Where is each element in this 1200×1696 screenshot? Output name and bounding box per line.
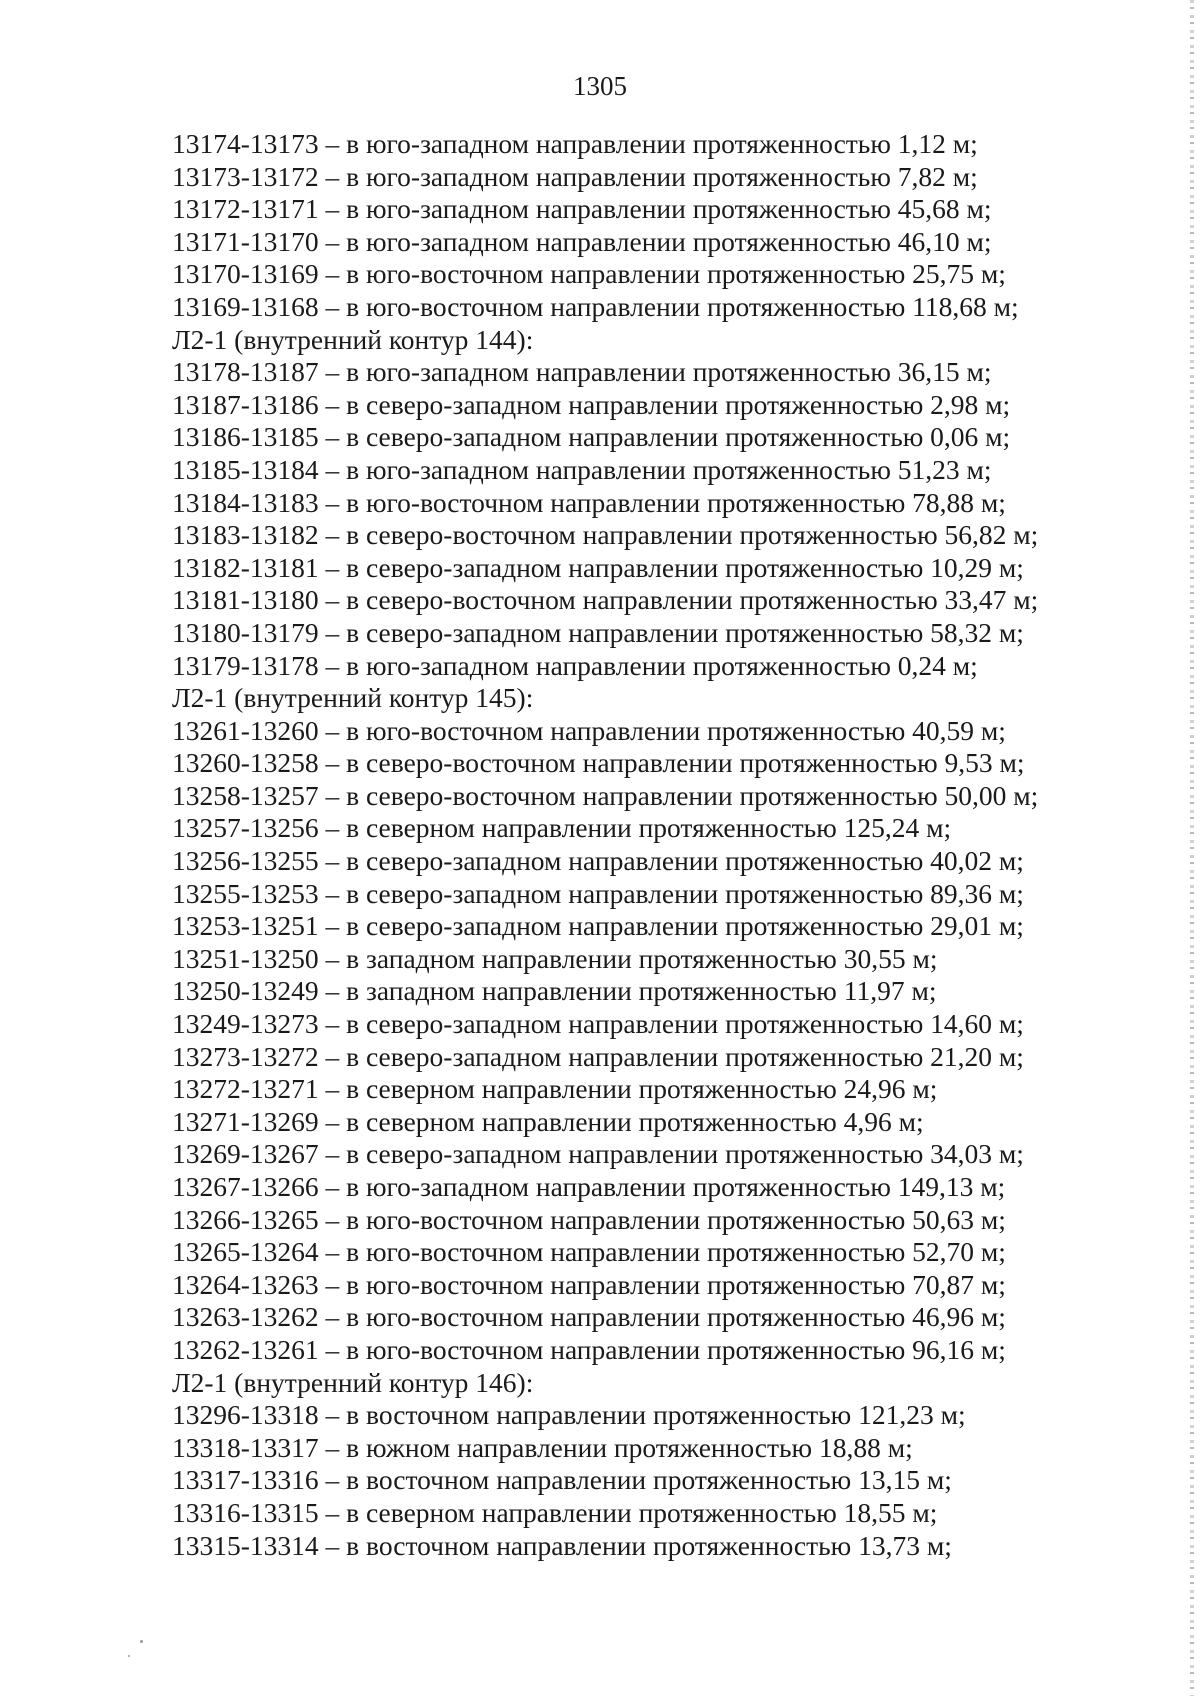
text-line: 13272-13271 – в северном направлении протяженностью 24,96 м; (172, 1073, 938, 1105)
text-line: 13185-13184 – в юго-западном направлении протяженностью 51,23 м; (172, 453, 992, 485)
text-line: 13269-13267 – в северо-западном направлении протяженностью 34,03 м; (172, 1138, 1024, 1170)
contour-heading: Л2-1 (внутренний контур 145): (172, 682, 534, 714)
text-line: 13315-13314 – в восточном направлении протяженностью 13,73 м; (172, 1529, 952, 1561)
text-line: 13181-13180 – в северо-восточном направлении протяженностью 33,47 м; (172, 584, 1039, 616)
text-line: 13262-13261 – в юго-восточном направлении протяженностью 96,16 м; (172, 1333, 1006, 1365)
text-line: 13250-13249 – в западном направлении протяженностью 11,97 м; (172, 975, 937, 1007)
text-line: 13249-13273 – в северо-западном направлении протяженностью 14,60 м; (172, 1008, 1024, 1040)
text-line: 13169-13168 – в юго-восточном направлении протяженностью 118,68 м; (172, 290, 1019, 322)
text-line: 13273-13272 – в северо-западном направлении протяженностью 21,20 м; (172, 1040, 1024, 1072)
text-line: 13253-13251 – в северо-западном направлении протяженностью 29,01 м; (172, 910, 1024, 942)
page-number: 1305 (573, 71, 627, 101)
text-line: 13261-13260 – в юго-восточном направлении протяженностью 40,59 м; (172, 714, 1006, 746)
text-line: 13251-13250 – в западном направлении протяженностью 30,55 м; (172, 942, 938, 974)
text-line: 13267-13266 – в юго-западном направлении протяженностью 149,13 м; (172, 1171, 1006, 1202)
text-line: 13174-13173 – в юго-западном направлении протяженностью 1,12 м; (172, 128, 978, 159)
contour-heading: Л2-1 (внутренний контур 144): (172, 323, 534, 355)
text-line: 13186-13185 – в северо-западном направлении протяженностью 0,06 м; (172, 421, 1011, 453)
text-line: 13258-13257 – в северо-восточном направлении протяженностью 50,00 м; (172, 779, 1039, 811)
text-line: 13263-13262 – в юго-восточном направлении протяженностью 46,96 м; (172, 1301, 1006, 1333)
text-line: 13256-13255 – в северо-западном направлении протяженностью 40,02 м; (172, 845, 1024, 877)
text-line: 13266-13265 – в юго-восточном направлении протяженностью 50,63 м; (172, 1203, 1006, 1235)
text-line: 13265-13264 – в юго-восточном направлении протяженностью 52,70 м; (172, 1236, 1006, 1268)
text-line: 13271-13269 – в северном направлении протяженностью 4,96 м; (172, 1105, 924, 1137)
scan-speck (128, 1655, 130, 1657)
text-line: 13255-13253 – в северо-западном направлении протяженностью 89,36 м; (172, 877, 1024, 909)
text-line: 13180-13179 – в северо-западном направлении протяженностью 58,32 м; (172, 616, 1024, 648)
text-line: 13317-13316 – в восточном направлении протяженностью 13,15 м; (172, 1464, 952, 1496)
contour-heading: Л2-1 (внутренний контур 146): (172, 1366, 534, 1398)
text-line: 13264-13263 – в юго-восточном направлении протяженностью 70,87 м; (172, 1268, 1006, 1300)
text-line: 13184-13183 – в юго-восточном направлении протяженностью 78,88 м; (172, 486, 1006, 518)
text-line: 13183-13182 – в северо-восточном направлении протяженностью 56,82 м; (172, 519, 1039, 551)
text-line: 13260-13258 – в северо-восточном направлении протяженностью 9,53 м; (172, 747, 1025, 779)
boundary-description (172, 128, 1102, 1562)
scan-speck (140, 1640, 143, 1643)
text-line: 13257-13256 – в северном направлении протяженностью 125,24 м; (172, 812, 952, 844)
text-line: 13178-13187 – в юго-западном направлении протяженностью 36,15 м; (172, 356, 992, 388)
text-line: 13179-13178 – в юго-западном направлении протяженностью 0,24 м; (172, 649, 978, 681)
text-line: 13173-13172 – в юго-западном направлении протяженностью 7,82 м; (172, 160, 978, 192)
text-line: 13170-13169 – в юго-восточном направлении протяженностью 25,75 м; (172, 258, 1006, 290)
text-line: 13316-13315 – в северном направлении протяженностью 18,55 м; (172, 1496, 938, 1528)
text-line: 13171-13170 – в юго-западном направлении протяженностью 46,10 м; (172, 225, 992, 257)
text-line: 13318-13317 – в южном направлении протяженностью 18,88 м; (172, 1431, 913, 1463)
text-line: 13182-13181 – в северо-западном направлении протяженностью 10,29 м; (172, 551, 1024, 583)
scan-edge-artifact (1190, 0, 1194, 1696)
text-line: 13296-13318 – в восточном направлении протяженностью 121,23 м; (172, 1399, 966, 1431)
text-line: 13172-13171 – в юго-западном направлении протяженностью 45,68 м; (172, 193, 992, 225)
text-line: 13187-13186 – в северо-западном направлении протяженностью 2,98 м; (172, 388, 1011, 420)
